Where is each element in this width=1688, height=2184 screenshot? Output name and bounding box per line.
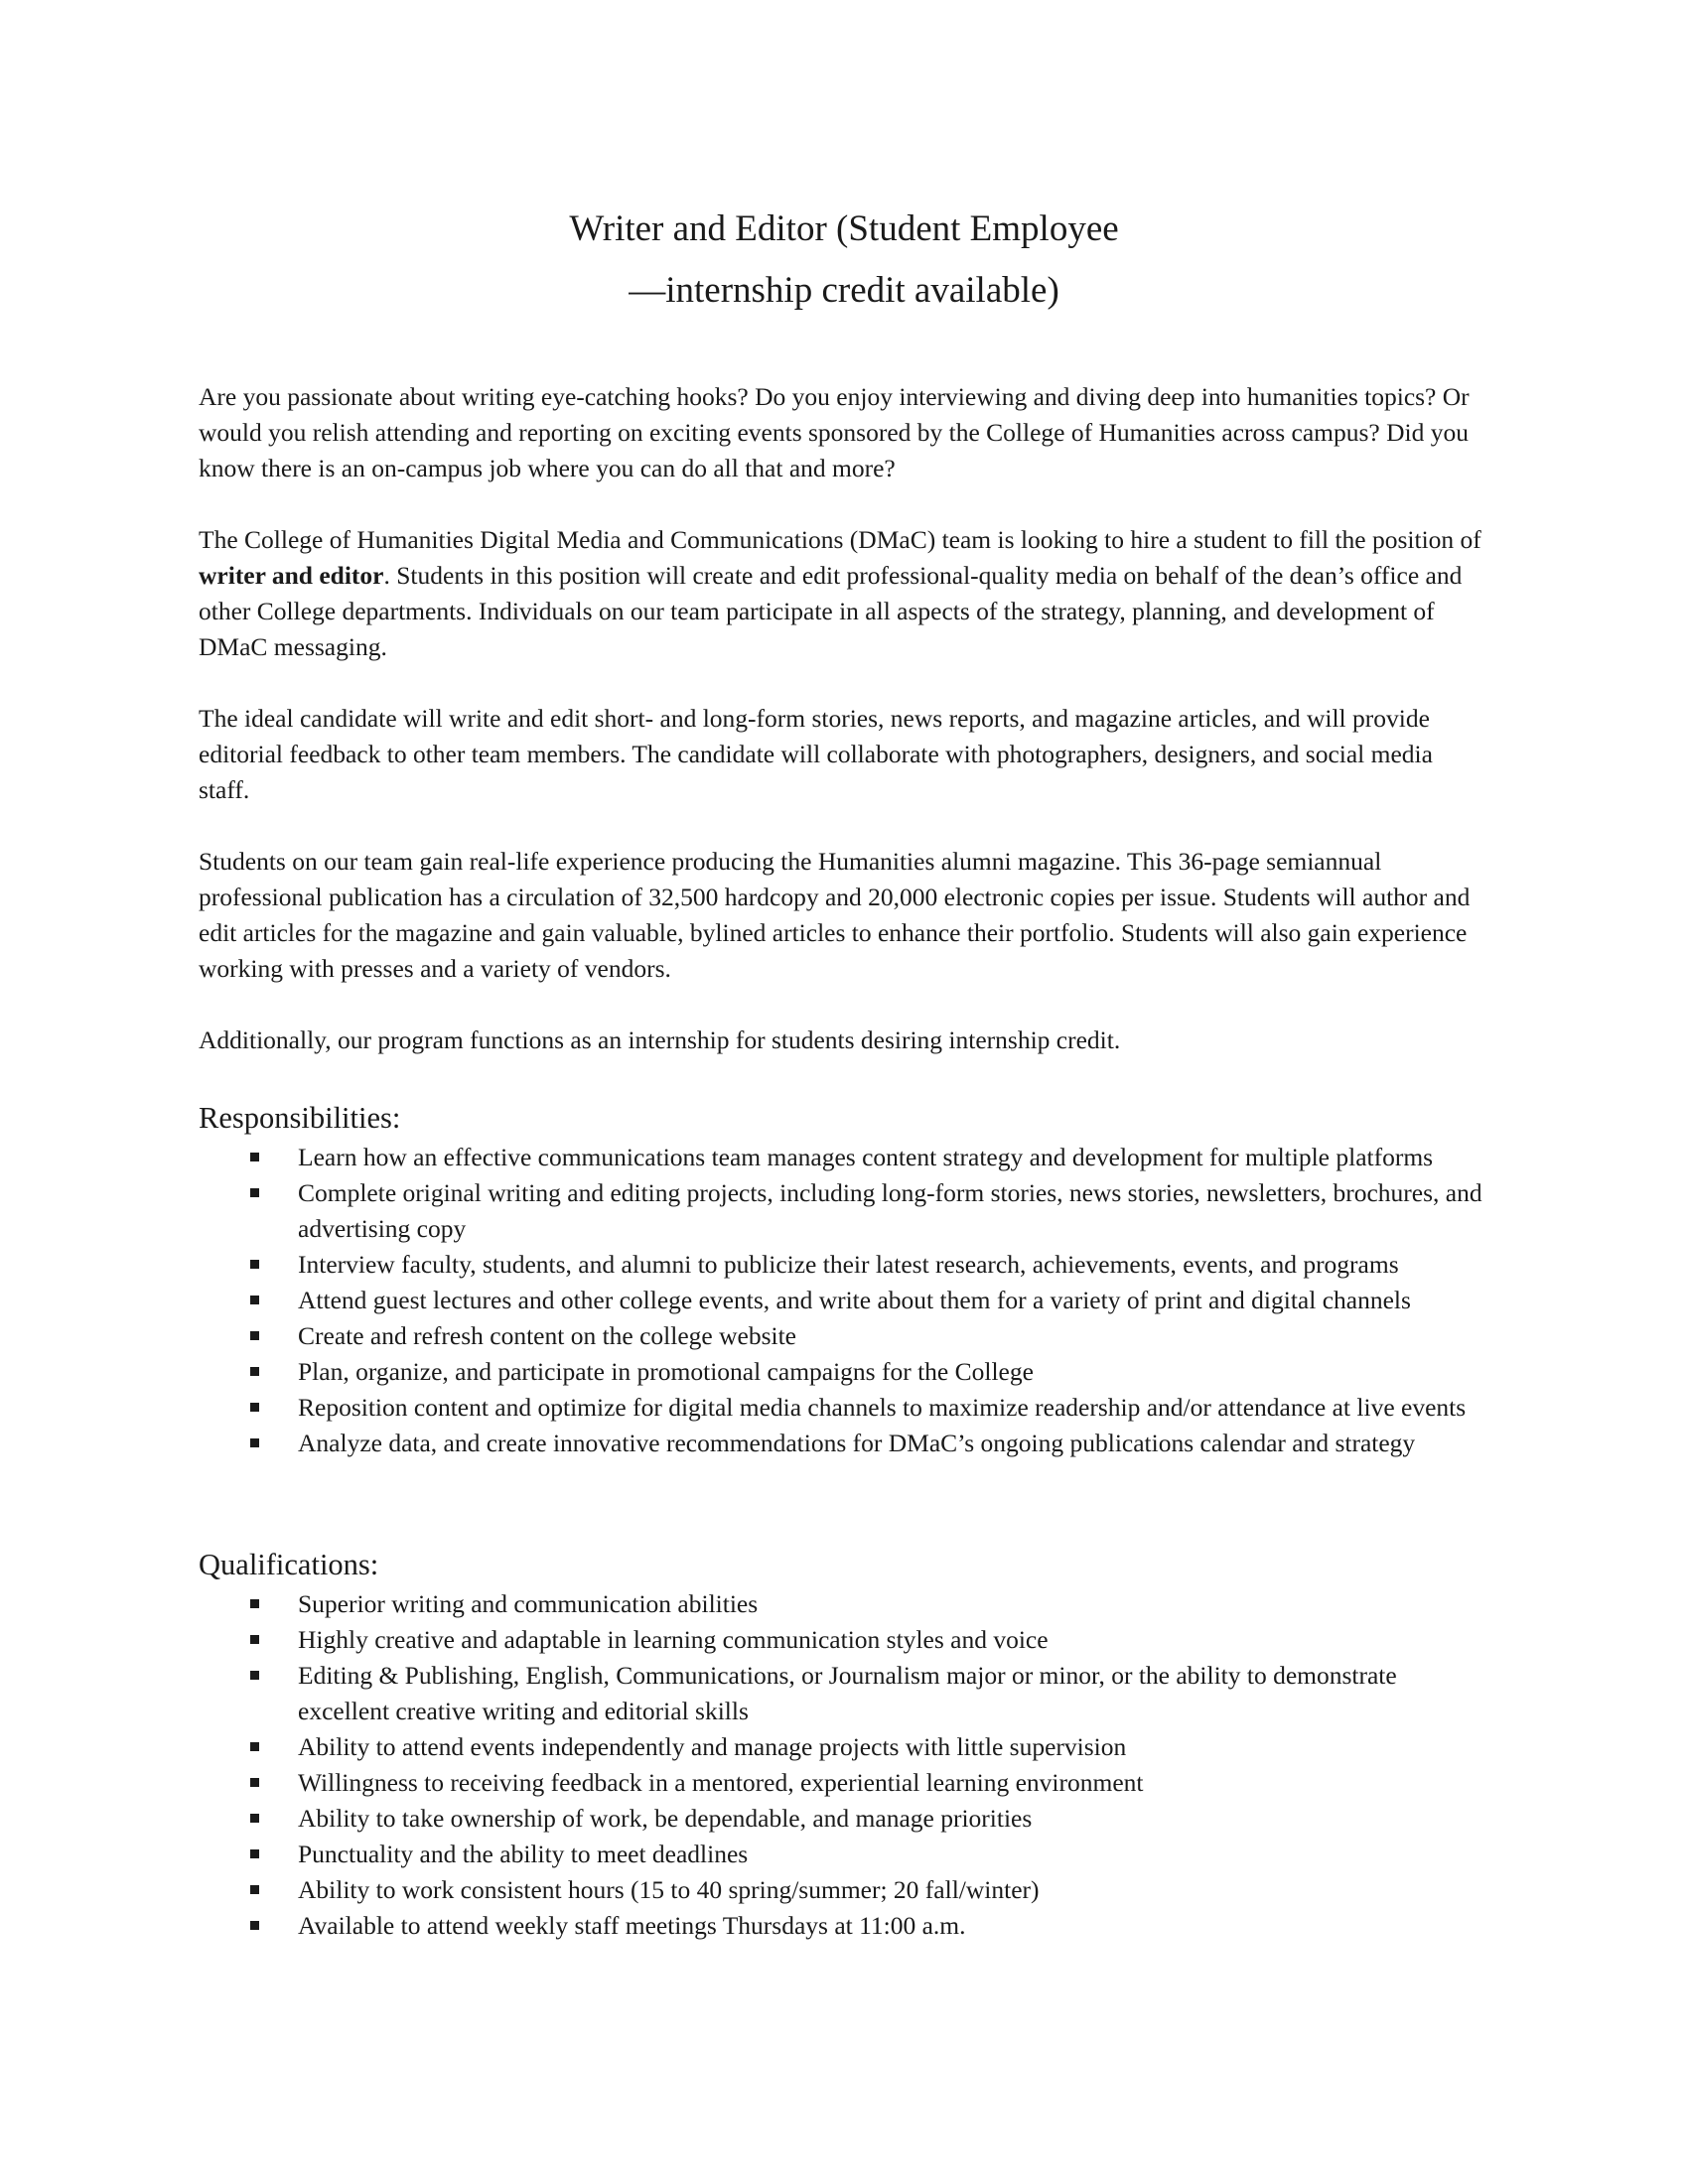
square-bullet-icon xyxy=(250,1438,259,1447)
list-item xyxy=(199,1283,1489,1318)
intro-paragraph-2 xyxy=(199,522,1489,665)
square-bullet-icon xyxy=(250,1921,259,1930)
list-item-text: Reposition content and optimize for digital media channels to maximize readership and/or attendance at live events xyxy=(298,1393,1467,1422)
list-item xyxy=(199,1140,1489,1175)
responsibilities-heading: Responsibilities: xyxy=(199,1101,401,1135)
qualifications-heading: Qualifications: xyxy=(199,1548,379,1581)
intro-paragraph-3: The ideal candidate will write and edit short- and long-form stories, news reports, and magazine articles, and will provide editorial feedback to other team members. The candidate will collaborate with photographers, designers, and social media staff. xyxy=(199,704,1433,804)
square-bullet-icon xyxy=(250,1367,259,1376)
intro-paragraph-5: Additionally, our program functions as an internship for students desiring internship credit. xyxy=(199,1025,1121,1054)
list-item xyxy=(199,1801,1489,1837)
list-item-text: Punctuality and the ability to meet deadlines xyxy=(298,1840,749,1868)
list-item xyxy=(199,1175,1489,1247)
qualifications-list xyxy=(199,1586,1489,1944)
job-title xyxy=(0,199,1688,322)
square-bullet-icon xyxy=(250,1885,259,1894)
square-bullet-icon xyxy=(250,1331,259,1340)
intro-paragraph-4: Students on our team gain real-life experience producing the Humanities alumni magazine. This 36-page semiannual professional publication has a circulation of 32,500 hardcopy and 20,000 electronic copies per issue. Students will author and edit articles for the magazine and gain valuable, bylined articles to enhance their portfolio. Students will also gain experience working with presses and a variety of vendors. xyxy=(199,847,1471,983)
list-item-text: Superior writing and communication abilities xyxy=(298,1589,759,1618)
list-item xyxy=(199,1765,1489,1801)
list-item-text: Create and refresh content on the college website xyxy=(298,1321,796,1350)
list-item xyxy=(199,1354,1489,1390)
list-item xyxy=(199,1837,1489,1872)
square-bullet-icon xyxy=(250,1599,259,1608)
square-bullet-icon xyxy=(250,1153,259,1161)
square-bullet-icon xyxy=(250,1778,259,1787)
responsibilities-list xyxy=(199,1140,1489,1461)
intro-paragraph-2-start: The College of Humanities Digital Media and Communications (DMaC) team is looking to hire a student to fill the position of xyxy=(199,525,1481,554)
position-name-bold: writer and editor xyxy=(199,561,384,590)
list-item-text: Learn how an effective communications team manages content strategy and development for multiple platforms xyxy=(298,1143,1434,1171)
list-item-text: Ability to take ownership of work, be dependable, and manage priorities xyxy=(298,1804,1033,1833)
list-item xyxy=(199,1426,1489,1461)
list-item-text: Ability to attend events independently and manage projects with little supervision xyxy=(298,1732,1127,1761)
list-item-text: Attend guest lectures and other college events, and write about them for a variety of print and digital channels xyxy=(298,1286,1411,1314)
list-item-text: Analyze data, and create innovative recommendations for DMaC’s ongoing publications calendar and strategy xyxy=(298,1429,1416,1457)
square-bullet-icon xyxy=(250,1260,259,1269)
list-item xyxy=(199,1586,1489,1622)
square-bullet-icon xyxy=(250,1188,259,1197)
intro-paragraph-1: Are you passionate about writing eye-catching hooks? Do you enjoy interviewing and diving deep into humanities topics? Or would you relish attending and reporting on exciting events sponsored by the College of Humanities across campus? Did you know there is an on-campus job where you can do all that and more? xyxy=(199,382,1470,482)
list-item-text: Willingness to receiving feedback in a mentored, experiential learning environment xyxy=(298,1768,1144,1797)
list-item-text: Complete original writing and editing projects, including long-form stories, news stories, newsletters, brochures, and advertising copy xyxy=(298,1178,1482,1243)
square-bullet-icon xyxy=(250,1814,259,1823)
square-bullet-icon xyxy=(250,1742,259,1751)
square-bullet-icon xyxy=(250,1635,259,1644)
list-item xyxy=(199,1247,1489,1283)
job-title-line-2: —internship credit available) xyxy=(629,270,1059,311)
square-bullet-icon xyxy=(250,1403,259,1412)
list-item xyxy=(199,1872,1489,1908)
list-item-text: Plan, organize, and participate in promotional campaigns for the College xyxy=(298,1357,1034,1386)
list-item-text: Editing & Publishing, English, Communications, or Journalism major or minor, or the ability to demonstrate excellent creative writing and editorial skills xyxy=(298,1661,1397,1725)
list-item xyxy=(199,1658,1489,1729)
list-item xyxy=(199,1908,1489,1944)
list-item-text: Ability to work consistent hours (15 to 40 spring/summer; 20 fall/winter) xyxy=(298,1875,1040,1904)
square-bullet-icon xyxy=(250,1296,259,1304)
intro-paragraph-2-end: . Students in this position will create and edit professional-quality media on behalf of the dean’s office and other College departments. Individuals on our team participate in all aspects of the strategy, planning, and development of DMaC messaging. xyxy=(199,561,1463,661)
square-bullet-icon xyxy=(250,1849,259,1858)
list-item xyxy=(199,1622,1489,1658)
job-title-line-1: Writer and Editor (Student Employee xyxy=(569,208,1119,249)
list-item-text: Highly creative and adaptable in learning communication styles and voice xyxy=(298,1625,1049,1654)
list-item xyxy=(199,1318,1489,1354)
list-item-text: Interview faculty, students, and alumni to publicize their latest research, achievements, events, and programs xyxy=(298,1250,1399,1279)
square-bullet-icon xyxy=(250,1671,259,1680)
list-item-text: Available to attend weekly staff meetings Thursdays at 11:00 a.m. xyxy=(298,1911,966,1940)
list-item xyxy=(199,1390,1489,1426)
list-item xyxy=(199,1729,1489,1765)
